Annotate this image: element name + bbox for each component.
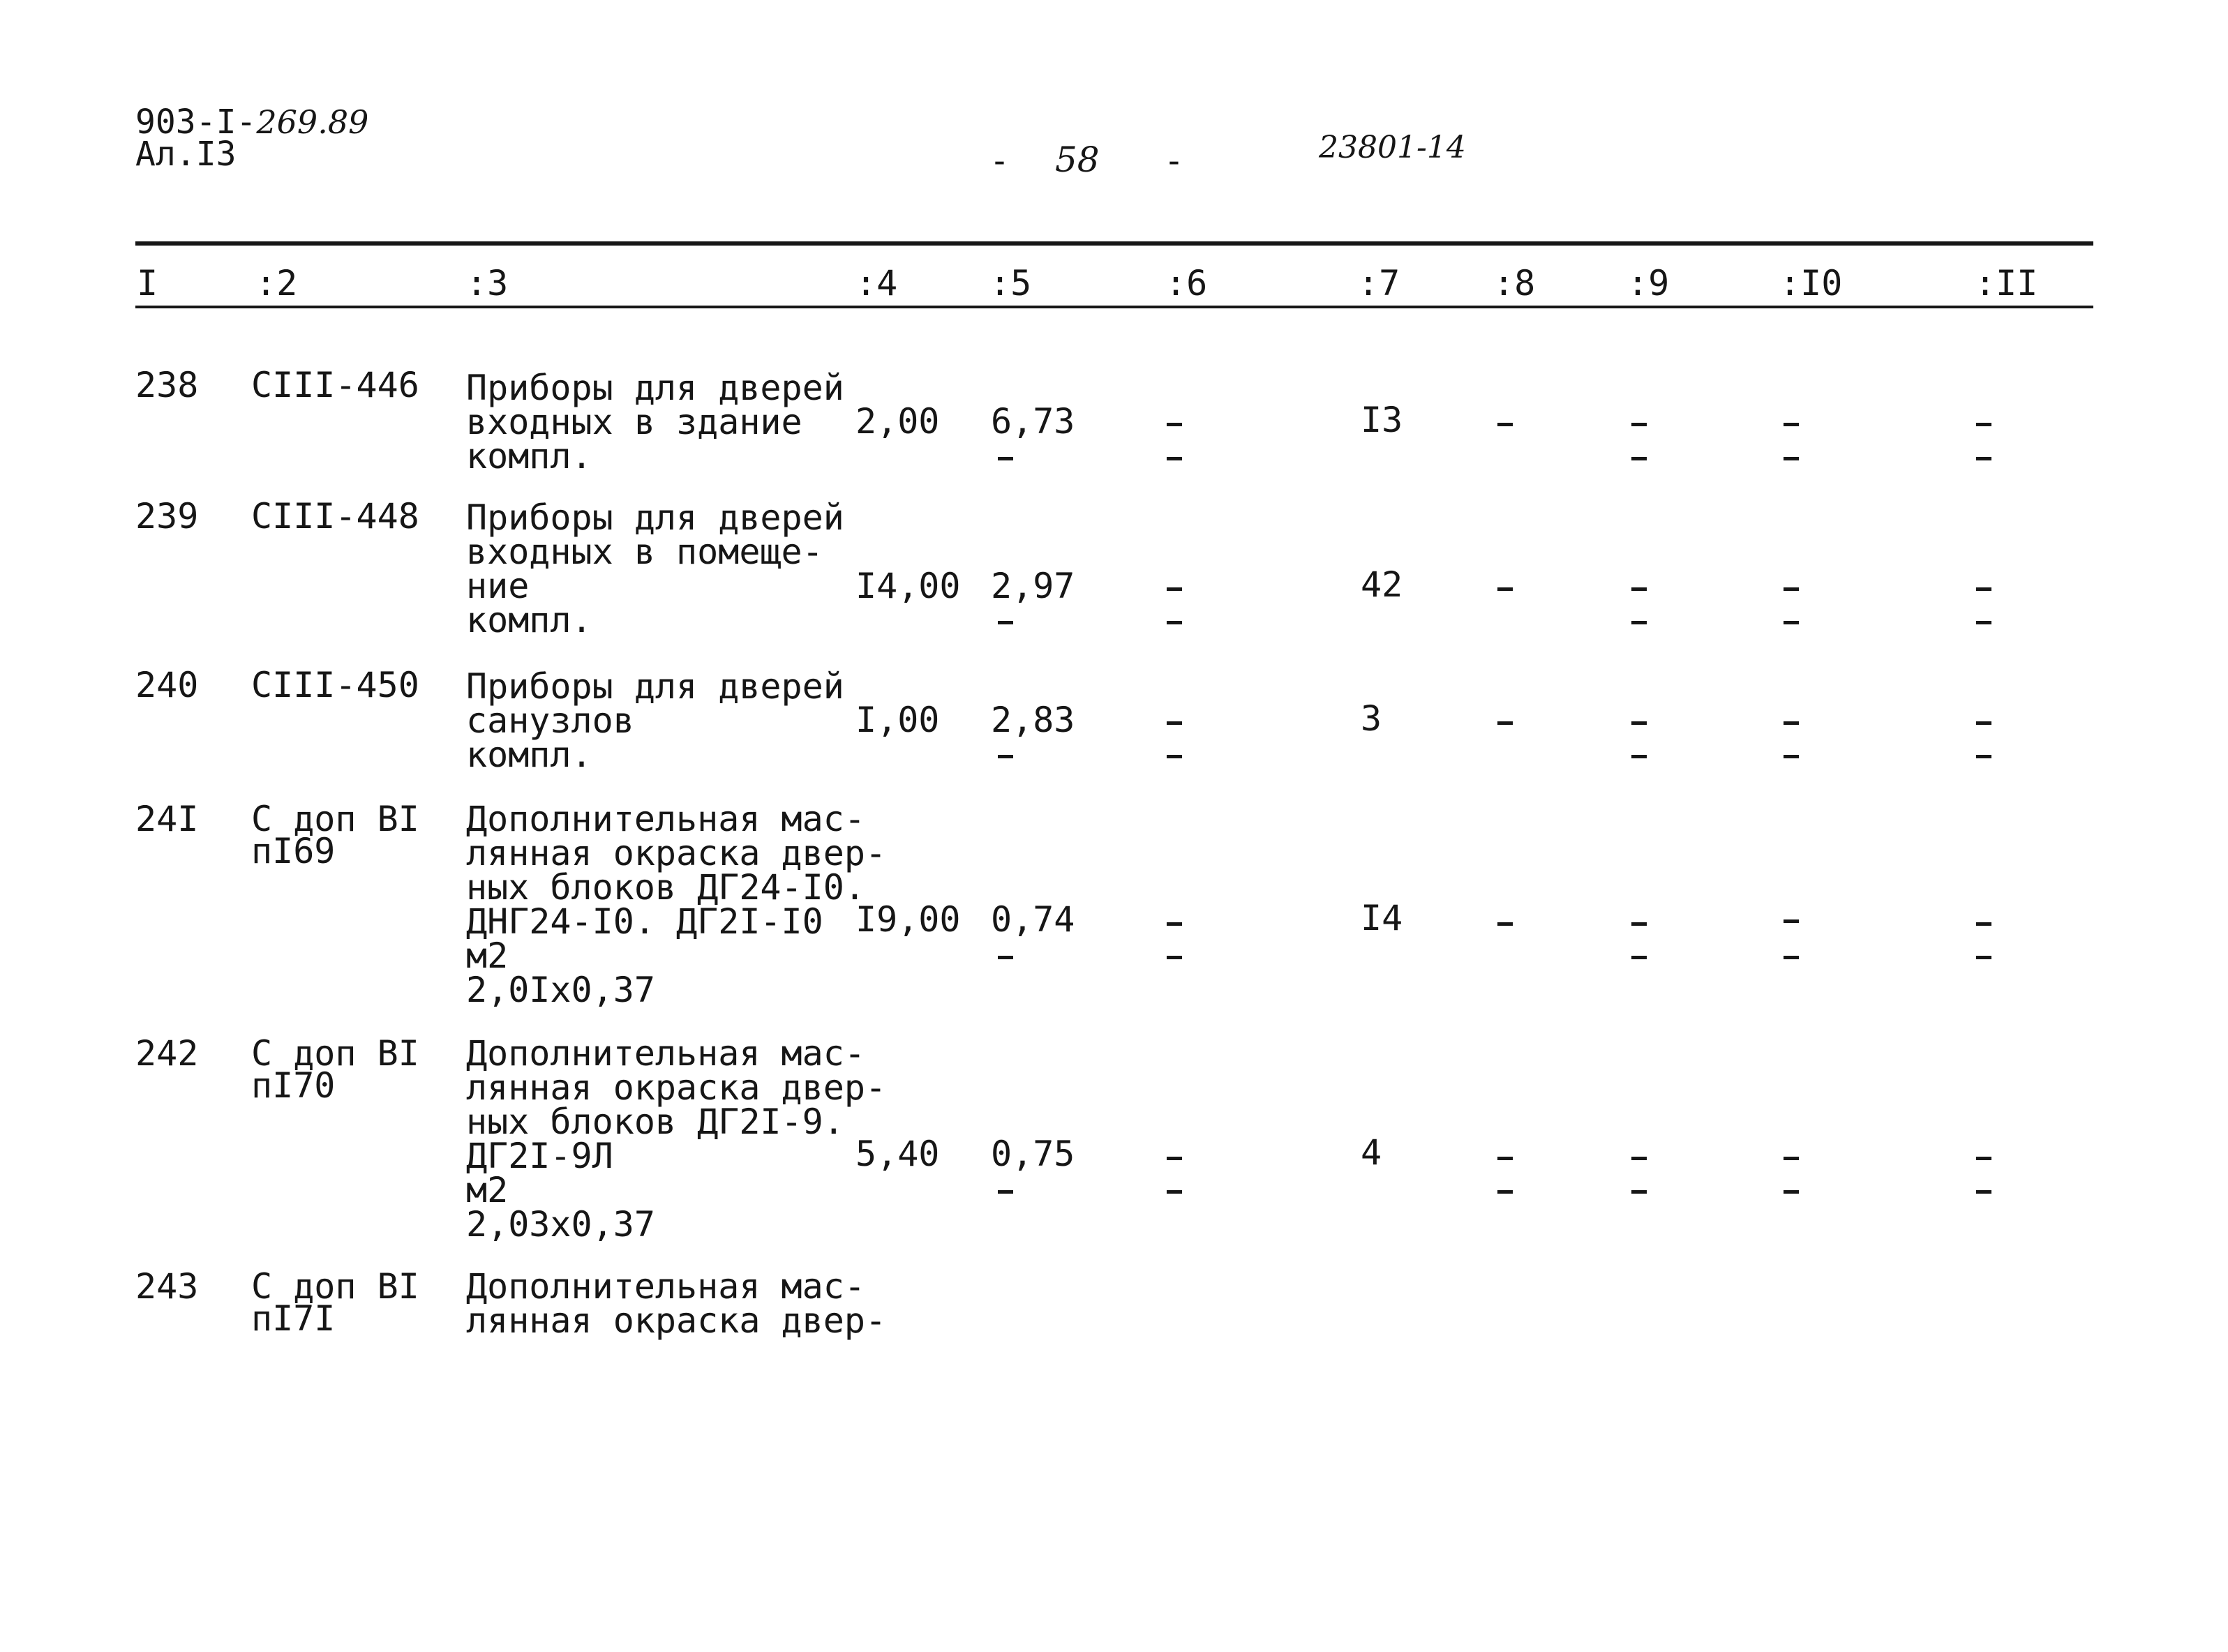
row-value-col7: I3 (1361, 400, 1403, 440)
dash-mark (1631, 1190, 1647, 1194)
document-code-handwritten: 269.89 (256, 103, 369, 141)
row-desc-line: лянная окраска двер- (466, 1300, 887, 1341)
row-quantity: I4,00 (855, 566, 961, 606)
dash-mark (998, 956, 1013, 959)
row-desc-line: входных в здание (466, 402, 802, 442)
dash-mark (1167, 755, 1182, 758)
row-code-line: пI69 (251, 831, 336, 871)
dash-mark (1167, 621, 1182, 624)
row-desc-line: компл. (466, 436, 592, 476)
dash-mark (1167, 423, 1182, 426)
row-quantity: 5,40 (855, 1134, 940, 1174)
row-desc-line: ных блоков ДГ24-I0. (466, 867, 865, 908)
dash-mark (998, 755, 1013, 758)
table-header-rule (135, 306, 2093, 308)
dash-mark (1167, 922, 1182, 926)
dash-mark (1497, 587, 1513, 591)
dash-mark (1167, 956, 1182, 959)
dash-mark (1784, 457, 1799, 460)
column-header-9: :9 (1627, 263, 1670, 303)
dash-mark (1167, 587, 1182, 591)
row-desc-line: 2,0Iх0,37 (466, 970, 655, 1010)
row-desc-line: Дополнительная мас- (466, 799, 865, 839)
row-value-col7: 4 (1361, 1132, 1382, 1173)
dash-mark (1631, 423, 1647, 426)
row-value-col7: 3 (1361, 698, 1382, 739)
row-price: 6,73 (991, 401, 1075, 442)
row-desc-line: ДГ2I-9Л (466, 1136, 613, 1176)
row-desc-line: лянная окраска двер- (466, 1067, 887, 1108)
dash-mark (1631, 587, 1647, 591)
column-header-8: :8 (1493, 263, 1536, 303)
column-header-3: :3 (466, 263, 509, 303)
row-value-col7: I4 (1361, 898, 1403, 938)
row-price: 0,75 (991, 1134, 1075, 1174)
row-desc-line: Приборы для дверей (466, 666, 844, 707)
dash-mark (998, 1190, 1013, 1194)
dash-mark (1784, 621, 1799, 624)
row-code-line: CIII-446 (251, 365, 419, 405)
dash-mark (1784, 1157, 1799, 1160)
row-desc-line: санузлов (466, 700, 634, 741)
dash-mark (1976, 956, 1991, 959)
dash-mark (1976, 755, 1991, 758)
row-number: 243 (135, 1266, 199, 1307)
dash-mark (1784, 956, 1799, 959)
row-code-line: пI70 (251, 1065, 336, 1106)
row-number: 239 (135, 496, 199, 536)
dash-mark (1497, 1157, 1513, 1160)
dash-mark (1631, 755, 1647, 758)
dash-mark (1497, 423, 1513, 426)
column-header-6: :6 (1165, 263, 1208, 303)
row-number: 242 (135, 1033, 199, 1074)
dash-mark (1784, 755, 1799, 758)
dash-mark (1976, 1157, 1991, 1160)
dash-mark (1167, 1190, 1182, 1194)
row-desc-line: Приборы для дверей (466, 368, 844, 408)
row-quantity: I,00 (855, 700, 940, 740)
dash-mark (1497, 1190, 1513, 1194)
column-header-7: :7 (1358, 263, 1400, 303)
row-desc-line: Дополнительная мас- (466, 1266, 865, 1307)
dash-mark (1784, 423, 1799, 426)
column-header-10: :I0 (1779, 263, 1843, 303)
dash-mark (1784, 587, 1799, 591)
dash-mark (1631, 956, 1647, 959)
dash-mark (1976, 721, 1991, 725)
dash-mark (1167, 1157, 1182, 1160)
row-price: 2,97 (991, 566, 1075, 606)
row-desc-line: ние (466, 566, 530, 606)
dash-mark (1167, 721, 1182, 725)
row-desc-line: ДНГ24-I0. ДГ2I-I0 (466, 901, 823, 942)
page-dash-left: - (989, 142, 1010, 181)
dash-mark (1976, 423, 1991, 426)
row-desc-line: лянная окраска двер- (466, 833, 887, 873)
dash-mark (998, 621, 1013, 624)
row-code-line: CIII-450 (251, 665, 419, 705)
row-desc-line: компл. (466, 600, 592, 640)
page-number: 58 (1055, 140, 1100, 180)
column-header-11: :II (1975, 263, 2038, 303)
row-desc-line: входных в помеще- (466, 532, 823, 572)
dash-mark (998, 457, 1013, 460)
dash-mark (1497, 922, 1513, 926)
dash-mark (1976, 1190, 1991, 1194)
row-price: 2,83 (991, 700, 1075, 740)
row-number: 240 (135, 665, 199, 705)
row-desc-line: компл. (466, 735, 592, 775)
column-header-2: :2 (255, 263, 298, 303)
row-desc-line: ных блоков ДГ2I-9. (466, 1102, 844, 1142)
column-header-4: :4 (855, 263, 898, 303)
row-code-line: С доп ВI (251, 1033, 419, 1074)
album-label: Ал.I3 (135, 135, 237, 174)
row-code-line: пI7I (251, 1298, 336, 1339)
dash-mark (1497, 721, 1513, 725)
column-header-5: :5 (989, 263, 1032, 303)
column-header-1: I (137, 263, 158, 303)
row-desc-line: Дополнительная мас- (466, 1033, 865, 1074)
row-code-line: С доп ВI (251, 1266, 419, 1307)
row-price: 0,74 (991, 899, 1075, 940)
dash-mark (1976, 922, 1991, 926)
dash-mark (1631, 922, 1647, 926)
page-dash-right: - (1164, 142, 1184, 181)
row-code-line: С доп ВI (251, 799, 419, 839)
row-desc-line: 2,03х0,37 (466, 1204, 655, 1245)
row-quantity: 2,00 (855, 401, 940, 442)
dash-mark (1167, 457, 1182, 460)
dash-mark (1784, 721, 1799, 725)
document-code-printed: 903-I- (135, 103, 257, 142)
table-top-rule (135, 241, 2093, 246)
dash-mark (1784, 919, 1799, 923)
row-quantity: I9,00 (855, 899, 961, 940)
dash-mark (1631, 721, 1647, 725)
row-desc-line: Приборы для дверей (466, 497, 844, 538)
row-value-col7: 42 (1361, 564, 1403, 605)
order-number: 23801-14 (1319, 130, 1466, 165)
dash-mark (1631, 457, 1647, 460)
dash-mark (1976, 457, 1991, 460)
dash-mark (1631, 621, 1647, 624)
dash-mark (1976, 587, 1991, 591)
row-number: 24I (135, 799, 199, 839)
row-desc-line: м2 (466, 936, 509, 976)
row-desc-line: м2 (466, 1170, 509, 1210)
row-code-line: CIII-448 (251, 496, 419, 536)
row-number: 238 (135, 365, 199, 405)
dash-mark (1784, 1190, 1799, 1194)
dash-mark (1976, 621, 1991, 624)
dash-mark (1631, 1157, 1647, 1160)
